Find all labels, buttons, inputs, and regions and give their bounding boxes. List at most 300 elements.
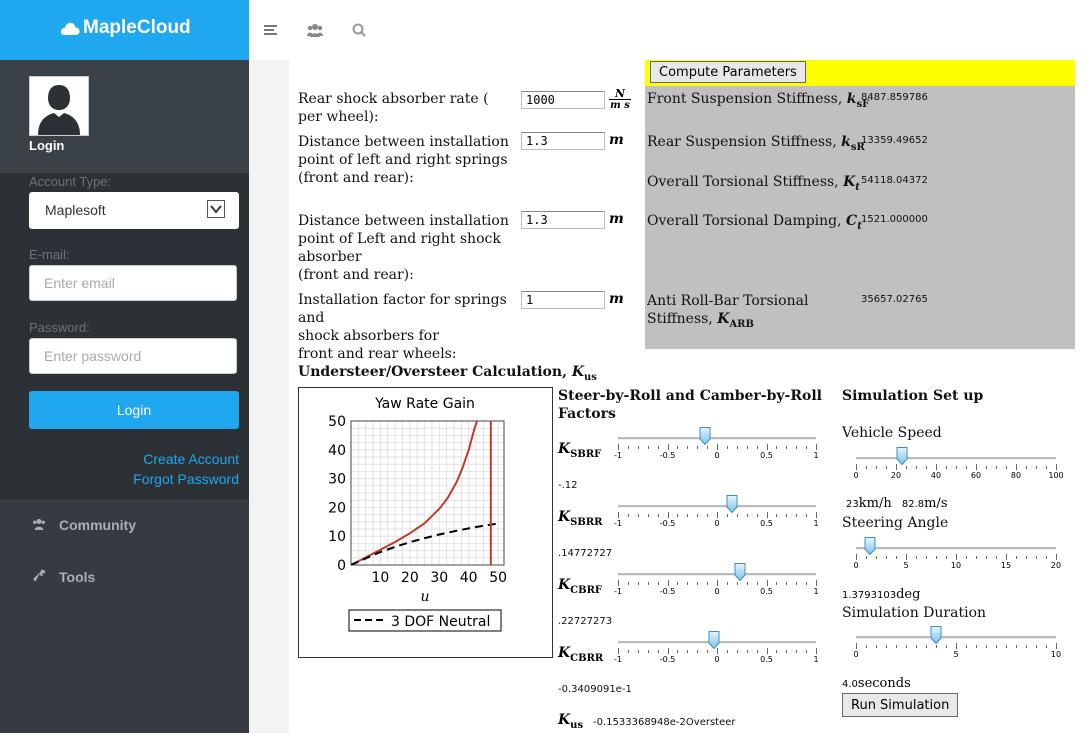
slider-tick xyxy=(1046,556,1047,559)
factor-value-sbrf: -.12 xyxy=(558,480,578,491)
login-heading: Login xyxy=(29,138,65,153)
factor-label-sbrr xyxy=(558,509,602,528)
slider-tick xyxy=(796,514,797,517)
slider-tick xyxy=(806,650,807,653)
slider-tick-label: 0 xyxy=(714,519,720,528)
slider-tick xyxy=(737,650,738,653)
slider-tick xyxy=(658,650,659,653)
torsional-stiffness-text: Overall Torsional Stiffness, xyxy=(647,174,839,190)
installation-factor-unit: m xyxy=(609,291,624,307)
slider-tick-label: 0.5 xyxy=(760,655,773,664)
compute-parameters-button[interactable]: Compute Parameters xyxy=(650,61,806,83)
slider-tick-label: 0 xyxy=(714,451,720,460)
avatar xyxy=(29,76,89,136)
slider-tick xyxy=(628,650,629,653)
slider-tick xyxy=(618,580,619,586)
slider-tick-label: 80 xyxy=(1010,471,1022,480)
slider-tick xyxy=(896,645,897,648)
factor-subscript: CBRF xyxy=(570,584,602,596)
steer-roll-heading-line-2: Factors xyxy=(558,406,616,422)
slider-tick xyxy=(618,444,619,450)
speed-ms-unit: m/s xyxy=(924,496,948,511)
slider-tick-label: 60 xyxy=(970,471,982,480)
front-stiffness-value: 8487.859786 xyxy=(861,92,928,103)
slider-tick xyxy=(687,582,688,585)
slider-tick xyxy=(668,580,669,586)
sidebar xyxy=(0,60,249,733)
understeer-subscript: us xyxy=(584,371,597,383)
slider-tick xyxy=(916,645,917,648)
factor-label-sbrf xyxy=(558,441,601,460)
duration-value: 4.0 xyxy=(842,679,858,690)
slider-tick-label: 40 xyxy=(930,471,942,480)
slider-tick xyxy=(986,556,987,559)
wrench-icon xyxy=(29,569,49,586)
slider-tick xyxy=(956,466,957,469)
slider-tick xyxy=(658,582,659,585)
shock-distance-unit: m xyxy=(609,211,624,227)
slider-tick xyxy=(767,444,768,450)
slider-tick xyxy=(976,464,977,470)
x-tick-label: 30 xyxy=(430,570,449,586)
rear-shock-unit xyxy=(609,88,631,111)
slider-tick xyxy=(946,556,947,559)
y-tick-label: 20 xyxy=(328,500,346,517)
slider-tick-label: 0 xyxy=(714,655,720,664)
factor-subscript: SBRR xyxy=(570,516,603,528)
installation-factor-label xyxy=(298,291,518,363)
front-stiffness-subscript: sF xyxy=(856,98,870,110)
slider-tick xyxy=(966,466,967,469)
slider-tick xyxy=(916,556,917,559)
torsional-damping-subscript: t xyxy=(857,220,862,232)
steering-readout xyxy=(842,587,920,602)
slider-tick xyxy=(806,514,807,517)
kus-state: Oversteer xyxy=(685,717,736,728)
slider-tick-label: 10 xyxy=(1050,650,1062,659)
user-block xyxy=(0,60,249,173)
slider-tick xyxy=(796,650,797,653)
rear-stiffness-symbol: k xyxy=(841,134,851,150)
installation-factor-input[interactable] xyxy=(521,291,605,309)
slider-tick-label: 100 xyxy=(1048,471,1064,480)
slider-tick-label: 0.5 xyxy=(760,519,773,528)
slider-thumb[interactable] xyxy=(864,537,875,555)
slider-tick xyxy=(747,650,748,653)
factor-label-cbrr xyxy=(558,645,603,664)
understeer-heading-text: Understeer/Oversteer Calculation, xyxy=(298,364,567,380)
slider-tick xyxy=(936,464,937,470)
kus-number: -0.1533368948e-2 xyxy=(593,717,686,728)
slider-tick xyxy=(697,514,698,517)
slider-tick xyxy=(1036,466,1037,469)
slider-tick xyxy=(986,645,987,648)
unit-numerator: N xyxy=(614,87,626,100)
slider-tick-label: 0 xyxy=(853,471,859,480)
slider-tick xyxy=(1056,554,1057,560)
speed-kmh-value: 23 xyxy=(846,499,859,510)
factor-symbol: K xyxy=(558,645,571,661)
slider-thumb[interactable] xyxy=(734,563,745,581)
slider-tick xyxy=(876,645,877,648)
factor-subscript: SBRF xyxy=(570,448,602,460)
slider-tick xyxy=(996,556,997,559)
vehicle-speed-label: Vehicle Speed xyxy=(842,425,942,441)
slider-tick xyxy=(757,582,758,585)
rear-shock-input[interactable] xyxy=(521,91,605,109)
slider-tick-label: 5 xyxy=(903,561,909,570)
login-button[interactable]: Login xyxy=(29,391,239,429)
slider-tick xyxy=(668,648,669,654)
run-simulation-button[interactable]: Run Simulation xyxy=(842,693,958,717)
slider-tick xyxy=(1036,645,1037,648)
rear-shock-label: Rear shock absorber rate ( per wheel): xyxy=(298,91,489,125)
chart-grid xyxy=(351,421,504,565)
slider-tick xyxy=(1056,464,1057,470)
spring-distance-line-1: Distance between installation xyxy=(298,134,509,150)
slider-tick xyxy=(697,446,698,449)
slider-tick-label: 1 xyxy=(813,587,819,596)
front-stiffness-symbol: k xyxy=(846,91,857,107)
steering-unit: deg xyxy=(896,587,921,602)
community-icon xyxy=(29,518,49,534)
slider-tick xyxy=(996,645,997,648)
slider-track[interactable] xyxy=(618,573,816,576)
slider-thumb[interactable] xyxy=(726,495,737,513)
slider-tick-label: 5 xyxy=(953,650,959,659)
kus-label xyxy=(558,712,583,731)
x-tick-label: 50 xyxy=(489,570,508,586)
slider-tick xyxy=(1006,554,1007,560)
unit-denominator: m s xyxy=(610,100,630,111)
kus-subscript: us xyxy=(570,719,584,731)
slider-tick xyxy=(717,580,718,586)
slider-tick xyxy=(1006,466,1007,469)
torsional-damping-text: Overall Torsional Damping, xyxy=(647,213,842,229)
sidebar-item-label: Community xyxy=(59,517,136,533)
slider-tick xyxy=(896,556,897,559)
slider-tick xyxy=(906,466,907,469)
slider-sbrr[interactable] xyxy=(614,495,819,531)
understeer-symbol: K xyxy=(571,364,584,380)
arb-stiffness-label xyxy=(647,292,837,334)
kus-symbol: K xyxy=(558,712,571,728)
slider-tick xyxy=(796,582,797,585)
slider-tick xyxy=(668,444,669,450)
duration-unit: seconds xyxy=(857,676,911,691)
slider-tick xyxy=(747,446,748,449)
slider-tick xyxy=(1026,466,1027,469)
slider-tick xyxy=(628,446,629,449)
torsional-stiffness-label xyxy=(647,173,860,197)
front-stiffness-text: Front Suspension Stiffness, xyxy=(647,91,843,107)
torsional-damping-value: 1521.000000 xyxy=(861,214,928,225)
slider-tick xyxy=(648,650,649,653)
arb-stiffness-symbol: K xyxy=(717,311,730,327)
spring-distance-unit: m xyxy=(609,132,624,148)
slider-tick xyxy=(886,645,887,648)
slider-thumb[interactable] xyxy=(708,631,719,649)
slider-tick xyxy=(866,556,867,559)
slider-tick xyxy=(628,514,629,517)
slider-tick xyxy=(717,444,718,450)
yaw-gain-series-line xyxy=(351,415,479,565)
slider-tick xyxy=(658,446,659,449)
brand-bar xyxy=(0,0,249,60)
slider-tick xyxy=(1016,464,1017,470)
slider-track[interactable] xyxy=(856,547,1056,550)
slider-tick xyxy=(727,446,728,449)
rear-stiffness-subscript: sR xyxy=(850,141,865,153)
y-tick-label: 40 xyxy=(328,442,346,459)
password-input[interactable] xyxy=(29,338,237,374)
torsional-stiffness-value: 54118.04372 xyxy=(861,175,928,186)
slider-tick-label: -0.5 xyxy=(659,519,676,528)
slider-tick xyxy=(786,650,787,653)
duration-readout xyxy=(842,676,911,691)
password-label: Password: xyxy=(29,320,90,335)
factor-symbol: K xyxy=(558,577,571,593)
arb-stiffness-line-1: Anti Roll-Bar Torsional xyxy=(647,293,809,309)
y-tick-label: 0 xyxy=(337,558,346,574)
slider-tick xyxy=(638,582,639,585)
slider-tick xyxy=(816,444,817,450)
slider-tick-label: -0.5 xyxy=(659,587,676,596)
slider-tick xyxy=(776,650,777,653)
slider-tick-label: 0 xyxy=(853,561,859,570)
slider-tick xyxy=(618,512,619,518)
slider-tick xyxy=(886,466,887,469)
slider-tick xyxy=(687,514,688,517)
slider-tick-label: 0 xyxy=(714,587,720,596)
slider-tick-label: -1 xyxy=(614,451,622,460)
slider-tick xyxy=(786,514,787,517)
slider-tick xyxy=(1026,645,1027,648)
slider-tick xyxy=(816,648,817,654)
speed-kmh-unit: km/h xyxy=(858,496,892,511)
x-tick-label: 10 xyxy=(371,570,390,586)
slider-tick xyxy=(1056,643,1057,649)
speed-readout xyxy=(846,496,948,511)
factor-value-cbrr: -0.3409091e-1 xyxy=(558,684,632,695)
spring-distance-input[interactable] xyxy=(521,132,605,150)
steering-value: 1.3793103 xyxy=(842,590,897,601)
top-bar xyxy=(249,0,1087,60)
slider-tick xyxy=(886,556,887,559)
slider-tick xyxy=(926,556,927,559)
slider-tick xyxy=(816,512,817,518)
slider-cbrr[interactable] xyxy=(614,631,819,667)
torsional-stiffness-subscript: t xyxy=(855,181,860,193)
chevron-down-icon xyxy=(207,200,225,218)
slider-tick xyxy=(1046,466,1047,469)
slider-tick xyxy=(956,554,957,560)
slider-tick xyxy=(876,466,877,469)
sidebar-item-tools[interactable] xyxy=(29,569,95,586)
slider-tick xyxy=(648,582,649,585)
slider-tick xyxy=(1046,645,1047,648)
slider-sbrf[interactable] xyxy=(614,427,819,463)
brand-name[interactable]: MapleCloud xyxy=(83,17,191,38)
slider-track[interactable] xyxy=(618,437,816,440)
slider-tick xyxy=(856,554,857,560)
slider-tick xyxy=(727,514,728,517)
slider-thumb[interactable] xyxy=(931,626,942,644)
slider-tick xyxy=(776,582,777,585)
slider-tick xyxy=(786,446,787,449)
slider-tick xyxy=(737,514,738,517)
rear-stiffness-text: Rear Suspension Stiffness, xyxy=(647,134,837,150)
shock-distance-line-4: (front and rear): xyxy=(298,267,414,283)
slider-tick xyxy=(727,582,728,585)
slider-tick xyxy=(946,466,947,469)
slider-track[interactable] xyxy=(856,457,1056,460)
slider-tick-label: -1 xyxy=(614,587,622,596)
vehicle-speed-slider[interactable] xyxy=(853,447,1064,483)
slider-tick xyxy=(866,466,867,469)
slider-tick-label: 0 xyxy=(853,650,859,659)
slider-tick xyxy=(986,466,987,469)
chart-title: Yaw Rate Gain xyxy=(375,396,475,412)
slider-tick xyxy=(747,582,748,585)
slider-tick xyxy=(926,645,927,648)
slider-tick-label: 20 xyxy=(890,471,902,480)
slider-track[interactable] xyxy=(618,505,816,508)
slider-tick xyxy=(856,464,857,470)
slider-tick xyxy=(936,645,937,648)
sidebar-nav xyxy=(0,499,249,733)
slider-tick xyxy=(996,466,997,469)
arb-stiffness-subscript: ARB xyxy=(729,318,754,330)
yaw-rate-chart xyxy=(299,388,552,657)
duration-slider[interactable] xyxy=(853,626,1062,662)
factor-subscript: CBRR xyxy=(570,652,604,664)
chart-legend xyxy=(349,610,501,631)
factor-symbol: K xyxy=(558,509,571,525)
account-type-select[interactable] xyxy=(29,192,239,229)
slider-tick xyxy=(697,582,698,585)
content-gutter xyxy=(249,60,289,733)
torsional-damping-symbol: C xyxy=(846,213,858,229)
slider-tick xyxy=(776,514,777,517)
slider-tick xyxy=(776,446,777,449)
slider-tick xyxy=(976,645,977,648)
slider-tick xyxy=(806,446,807,449)
slider-tick xyxy=(767,580,768,586)
forgot-password-link[interactable]: Forgot Password xyxy=(133,471,239,487)
sidebar-item-label: Tools xyxy=(59,569,96,585)
steer-roll-heading-line-1: Steer-by-Roll and Camber-by-Roll xyxy=(558,388,822,404)
slider-tick xyxy=(946,645,947,648)
front-stiffness-label xyxy=(647,90,869,114)
slider-tick xyxy=(926,466,927,469)
shock-distance-input[interactable] xyxy=(521,211,605,229)
slider-track[interactable] xyxy=(856,636,1056,639)
slider-tick xyxy=(806,582,807,585)
slider-tick xyxy=(767,512,768,518)
installation-factor-line-1: Installation factor for springs and xyxy=(298,292,507,326)
slider-tick-label: 0.5 xyxy=(760,587,773,596)
slider-tick xyxy=(737,582,738,585)
steering-angle-label: Steering Angle xyxy=(842,515,949,531)
installation-factor-line-3: front and rear wheels: xyxy=(298,346,457,362)
slider-tick xyxy=(936,556,937,559)
slider-tick-label: -0.5 xyxy=(659,655,676,664)
yaw-rate-plot[interactable] xyxy=(298,387,553,658)
slider-tick xyxy=(906,645,907,648)
slider-thumb[interactable] xyxy=(897,447,908,465)
slider-tick xyxy=(677,582,678,585)
community-icon[interactable] xyxy=(307,22,323,38)
email-input[interactable] xyxy=(29,265,237,301)
slider-tick xyxy=(1036,556,1037,559)
email-label: E-mail: xyxy=(29,247,70,262)
slider-tick xyxy=(757,514,758,517)
account-type-label: Account Type: xyxy=(29,174,112,189)
slider-tick-label: -1 xyxy=(614,655,622,664)
slider-tick xyxy=(816,580,817,586)
slider-tick xyxy=(906,554,907,560)
menu-icon[interactable] xyxy=(263,22,279,38)
steering-angle-slider[interactable] xyxy=(853,537,1062,573)
slider-tick xyxy=(1006,645,1007,648)
slider-thumb[interactable] xyxy=(700,427,711,445)
account-type-value: Maplesoft xyxy=(45,202,106,218)
factor-value-cbrf: .22727273 xyxy=(558,616,613,627)
slider-tick xyxy=(796,446,797,449)
slider-tick xyxy=(687,446,688,449)
slider-tick xyxy=(687,650,688,653)
slider-tick-label: -1 xyxy=(614,519,622,528)
spring-distance-line-3: (front and rear): xyxy=(298,170,414,186)
slider-tick xyxy=(717,512,718,518)
duration-label: Simulation Duration xyxy=(842,605,987,621)
sidebar-item-community[interactable] xyxy=(29,517,136,534)
slider-tick xyxy=(1016,556,1017,559)
slider-tick-label: 1 xyxy=(813,451,819,460)
slider-tick xyxy=(757,446,758,449)
search-icon[interactable] xyxy=(351,22,367,38)
rear-stiffness-label xyxy=(647,133,865,157)
slider-tick xyxy=(966,556,967,559)
slider-tick-label: 1 xyxy=(813,655,819,664)
shock-distance-line-1: Distance between installation xyxy=(298,213,509,229)
create-account-link[interactable]: Create Account xyxy=(143,451,239,467)
torsional-damping-label xyxy=(647,212,862,236)
cloud-icon xyxy=(60,21,80,35)
slider-tick xyxy=(677,650,678,653)
slider-cbrf[interactable] xyxy=(614,563,819,599)
installation-factor-line-2: shock absorbers for xyxy=(298,328,439,344)
shock-distance-label xyxy=(298,212,513,284)
slider-tick xyxy=(707,514,708,517)
slider-tick-label: 1 xyxy=(813,519,819,528)
slider-tick-label: 20 xyxy=(1050,561,1062,570)
slider-tick-label: 0.5 xyxy=(760,451,773,460)
factor-label-cbrf xyxy=(558,577,602,596)
slider-tick-label: 10 xyxy=(950,561,962,570)
slider-tick xyxy=(757,650,758,653)
maple-document xyxy=(289,60,1087,733)
torsional-stiffness-symbol: K xyxy=(843,174,856,190)
rear-stiffness-value: 13359.49652 xyxy=(861,135,928,146)
legend-entry: 3 DOF Neutral xyxy=(391,614,491,630)
slider-tick xyxy=(648,446,649,449)
x-axis-label: u xyxy=(420,589,430,605)
slider-tick xyxy=(638,650,639,653)
slider-tick xyxy=(638,514,639,517)
arb-stiffness-value: 35657.02765 xyxy=(861,294,928,305)
